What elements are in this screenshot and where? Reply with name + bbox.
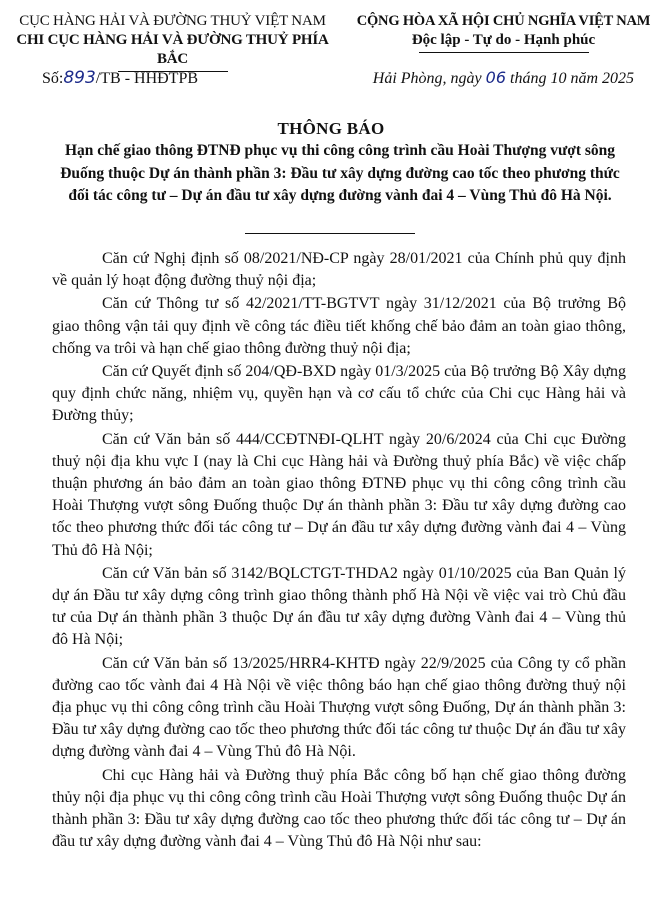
date-line (373, 68, 634, 89)
motto-underline (419, 52, 589, 53)
legal-basis-paragraph: Căn cứ Văn bản số 444/CCĐTNĐI-QLHT ngày 20/6/2024 của Chi cục Đường thuỷ nội địa khu vực I (nay là Chi cục Hàng hải và Đường thuỷ phía Bắc) về việc chấp thuận phương án bảo đảm an toàn giao thông ĐTNĐ phục vụ thi công công trình cầu Hoài Thượng vượt sông Đuống thuộc Dự án thành phần 3: Đầu tư xây dựng đường cao tốc theo phương thức đối tác công tư – Dự án đầu tư xây dựng đường vành đai 4 – Vùng Thủ đô Hà Nội; (52, 430, 626, 559)
doc-number-prefix: Số: (42, 70, 64, 87)
doc-number-handwritten: 893 (63, 68, 96, 88)
legal-basis-paragraph: Căn cứ Nghị định số 08/2021/NĐ-CP ngày 28/01/2021 của Chính phủ quy định về quản lý hoạt động đường thuỷ nội địa; (52, 250, 626, 290)
doc-number-suffix: /TB - HHĐTPB (95, 70, 199, 87)
agency-name: CỤC HÀNG HẢI VÀ ĐƯỜNG THUỶ VIỆT NAM (19, 13, 326, 29)
announcement-paragraph: Chi cục Hàng hải và Đường thuỷ phía Bắc công bố hạn chế giao thông đường thủy nội địa phục vụ thi công công trình cầu Hoài Thượng vượt sông Đuống thuộc Dự án thành phần 3: Đầu tư xây dựng đường cao tốc theo phương thức đối tác công tư – Dự án đầu tư xây dựng đường vành đai 4 – Vùng Thủ đô Hà Nội như sau: (52, 766, 626, 851)
date-suffix: tháng 10 năm 2025 (510, 70, 634, 87)
document-subject: Hạn chế giao thông ĐTNĐ phục vụ thi công công trình cầu Hoài Thượng vượt sông Đuống thuộc Dự án thành phần 3: Đầu tư xây dựng đường cao tốc theo phương thức đối tác công tư – Dự án đầu tư xây dựng đường vành đai 4 – Vùng Thủ đô Hà Nội. (60, 142, 620, 204)
country-name: CỘNG HÒA XÃ HỘI CHỦ NGHĨA VIỆT NAM (356, 13, 651, 29)
legal-basis-paragraph: Căn cứ Văn bản số 3142/BQLCTGT-THDA2 ngày 01/10/2025 của Ban Quản lý dự án Đầu tư xây dựng công trình giao thông thành phố Hà Nội về việc vai trò Chủ đầu tư của Dự án thành phần 3 thuộc Dự án đầu tư xây dựng đường Vành đai 4 – Vùng thủ đô Hà Nội; (52, 564, 626, 649)
national-header (345, 12, 662, 53)
sub-agency-name: CHI CỤC HÀNG HẢI VÀ ĐƯỜNG THUỶ PHÍA BẮC (16, 32, 329, 67)
legal-basis-paragraph: Căn cứ Thông tư số 42/2021/TT-BGTVT ngày 31/12/2021 của Bộ trưởng Bộ giao thông vận tải quy định về công tác điều tiết khống chế bảo đảm an toàn giao thông, chống va trôi và hạn chế giao thông đường thuỷ nội địa; (52, 295, 626, 357)
subject-underline (245, 233, 415, 234)
document-title: THÔNG BÁO (277, 119, 385, 138)
document-number (42, 68, 198, 89)
legal-basis-paragraph: Căn cứ Quyết định số 204/QĐ-BXD ngày 01/3/2025 của Bộ trưởng Bộ Xây dựng quy định chức năng, nhiệm vụ, quyền hạn và cơ cấu tổ chức của Chi cục Hàng hải và Đường thủy; (52, 363, 626, 425)
date-day-handwritten: 06 (485, 68, 506, 87)
issuer-header (0, 12, 345, 72)
legal-basis-paragraph: Căn cứ Văn bản số 13/2025/HRR4-KHTĐ ngày 22/9/2025 của Công ty cổ phần đường cao tốc vành đai 4 Hà Nội về việc thông báo hạn chế giao thông đường thuỷ nội địa phục vụ thi công công trình cầu Hoài Thượng vượt sông Đuống, Dự án thành phần 3: Đầu tư xây dựng đường cao tốc theo phương thức đối tác công tư thuộc Dự án đầu tư xây dựng đường vành đai 4 – Vùng Thủ đô Hà Nội. (52, 654, 626, 761)
document-body (52, 248, 626, 854)
national-motto: Độc lập - Tự do - Hạnh phúc (411, 32, 596, 48)
date-prefix: Hải Phòng, ngày (372, 70, 482, 87)
